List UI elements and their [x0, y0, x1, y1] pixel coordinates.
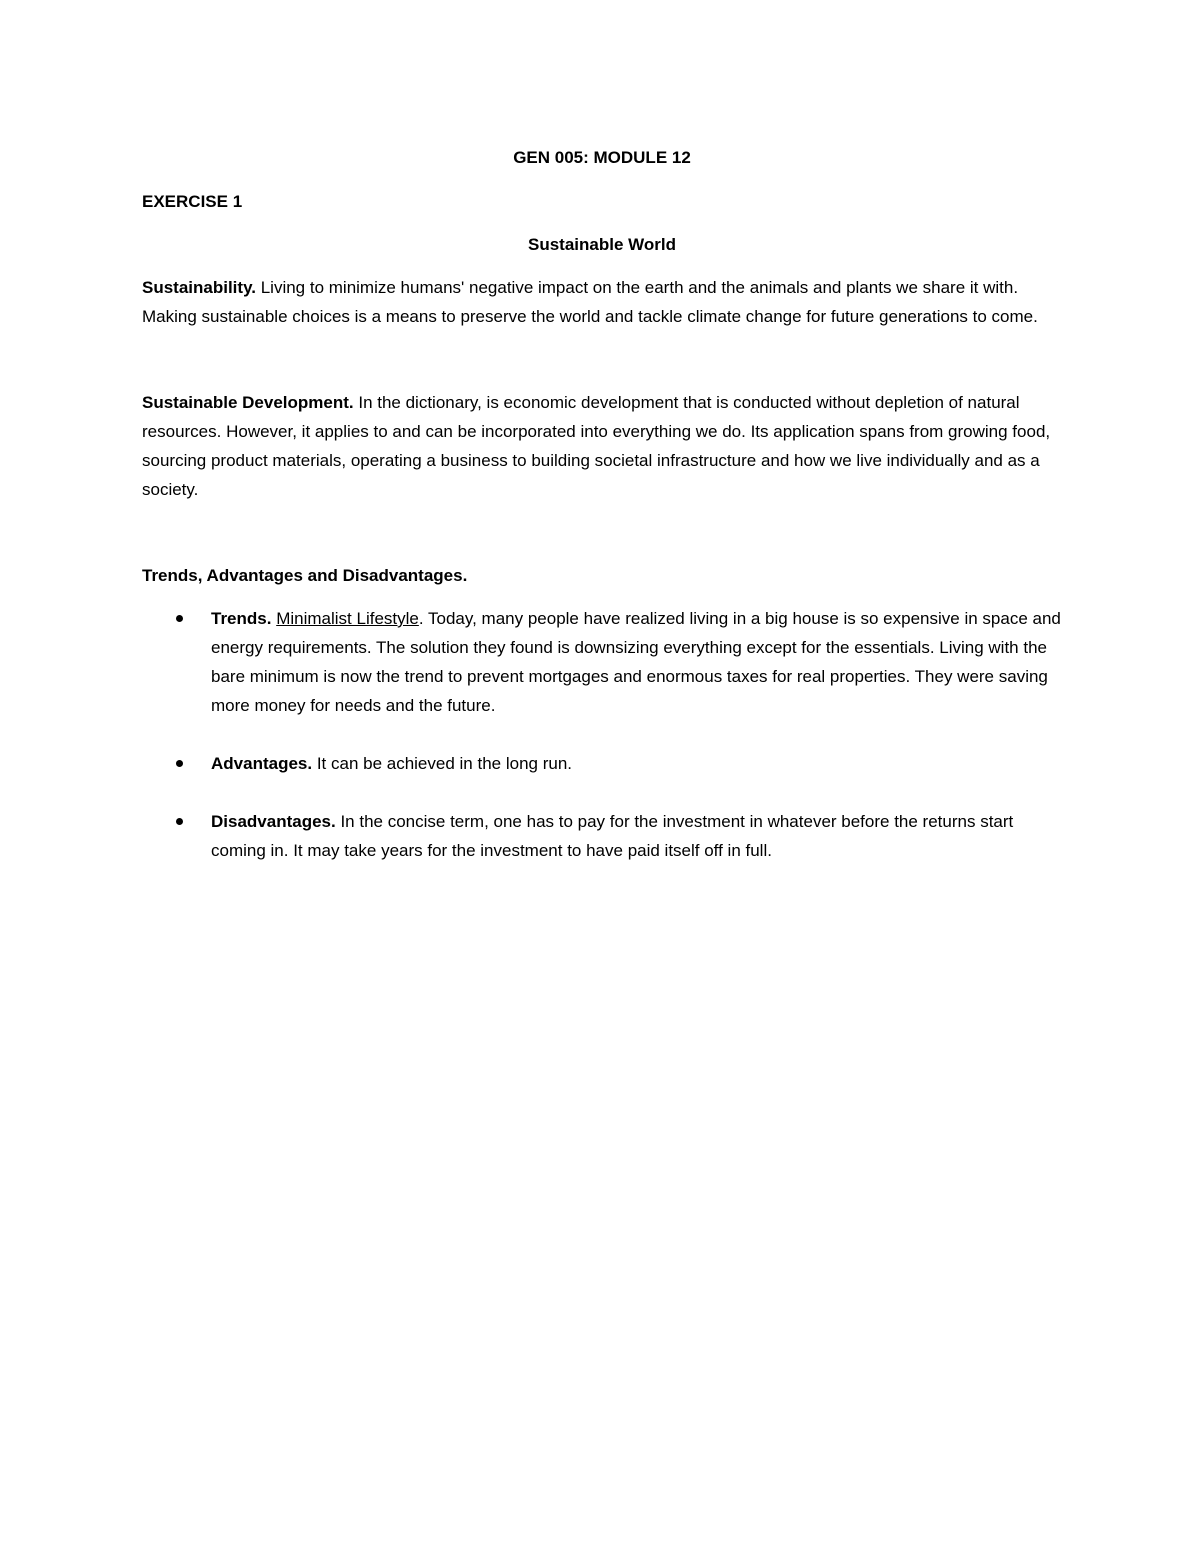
- document-body: [142, 143, 1062, 894]
- bullet-term-advantages: Advantages.: [211, 754, 313, 773]
- bullet-text-advantages: It can be achieved in the long run.: [312, 754, 572, 773]
- bullet-icon: [176, 615, 183, 622]
- bullet-text-trends: . Today, many people have realized living in a big house is so expensive in space and energy requirements. The solution they found is downsizing everything except for the essentials. Living with the bare minimum is now the trend to prevent mortgages and enormous taxes for real properties. They were saving more money for needs and the future.: [211, 609, 1061, 715]
- bullet-list: [142, 604, 1062, 865]
- bullet-term-disadvantages: Disadvantages.: [211, 812, 336, 831]
- exercise-heading: EXERCISE 1: [142, 192, 243, 211]
- bullet-term-trends: Trends.: [211, 609, 272, 628]
- sustainable-development-term: Sustainable Development.: [142, 393, 354, 412]
- sustainability-paragraph: [142, 273, 1062, 331]
- sustainable-development-text: In the dictionary, is economic development that is conducted without depletion of natural resources. However, it applies to and can be incorporated into everything we do. Its application spans from growing food, sourcing product materials, operating a business to building societal infrastructure and how we live individually and as a society.: [142, 393, 1051, 499]
- bullet-item-disadvantages: [142, 807, 1062, 865]
- bullet-icon: [176, 818, 183, 825]
- bullet-icon: [176, 760, 183, 767]
- document-title: GEN 005: MODULE 12: [513, 148, 691, 167]
- sustainability-term: Sustainability.: [142, 278, 256, 297]
- sustainable-development-paragraph: [142, 388, 1062, 504]
- bullet-text-disadvantages: In the concise term, one has to pay for the investment in whatever before the returns start coming in. It may take years for the investment to have paid itself off in full.: [211, 812, 1014, 860]
- section-heading: Trends, Advantages and Disadvantages.: [142, 566, 468, 585]
- sustainability-text: Living to minimize humans' negative impact on the earth and the animals and plants we share it with. Making sustainable choices is a means to preserve the world and tackle climate change for future generations to come.: [142, 278, 1038, 326]
- bullet-underlined-minimalist-lifestyle: Minimalist Lifestyle: [276, 609, 419, 628]
- bullet-item-advantages: [142, 749, 1062, 778]
- bullet-item-trends: [142, 604, 1062, 720]
- document-subtitle: Sustainable World: [528, 235, 676, 254]
